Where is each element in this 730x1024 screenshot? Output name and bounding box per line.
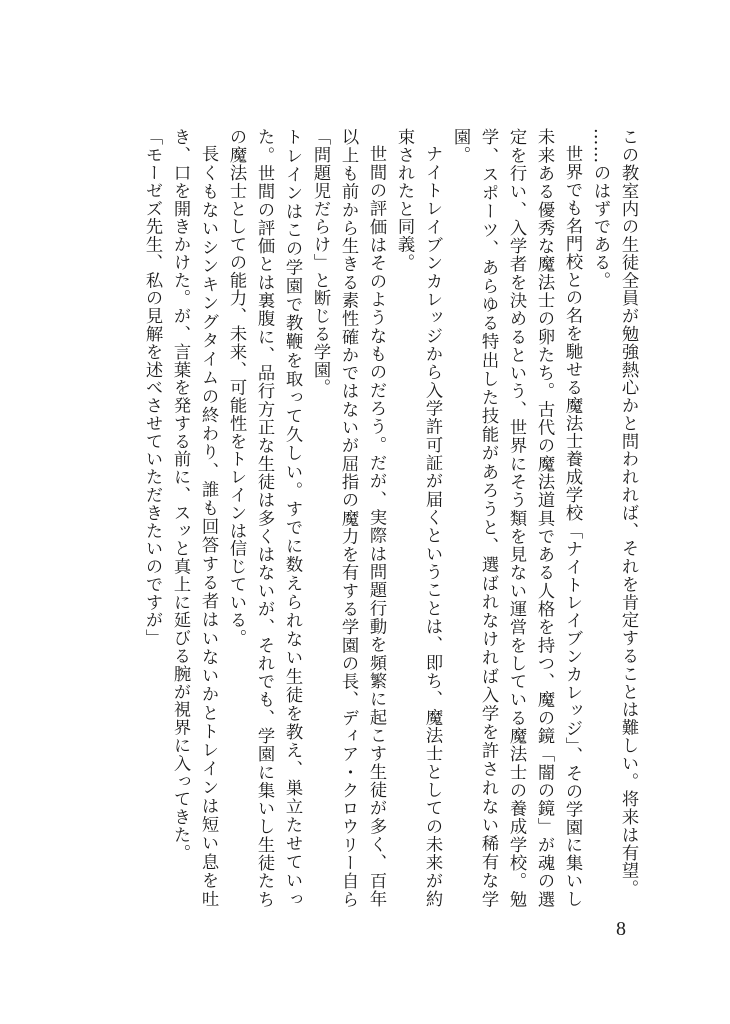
paragraph-6: トレインはこの学園で教鞭を取って久しい。すでに数えられない生徒を教え、巣立たせていった。世間の評価とは裏腹に、品行方正な生徒は多くはないが、それでも、学園に集いし生徒たちの魔法士としての能力、未来、可能性をトレインは信じている。 (226, 128, 302, 908)
vertical-text-body (142, 128, 642, 908)
paragraph-4: ナイトレイブンカレッジから入学許可証が届くということは、即ち、魔法士としての未来が約束されたと同義。 (394, 128, 442, 908)
paragraph-5: 世間の評価はそのようなものだろう。だが、実際は問題行動を頻繁に起こす生徒が多く、百年以上も前から生きる素性確かではないが屈指の魔力を有する学園の長、ディア・クロウリー自ら「問題児だらけ」と断じる学園。 (310, 128, 386, 908)
page-number: 8 (616, 918, 626, 940)
paragraph-2: ……のはずである。 (590, 128, 610, 289)
paragraph-7: 長くもないシンキングタイムの終わり、誰も回答する者はいないかとトレインは短い息を吐き、口を開きかけた。が、言葉を発する前に、スッと真上に延びる腕が視界に入ってきた。 (170, 128, 218, 908)
paragraph-1: この教室内の生徒全員が勉強熱心かと問われれば、それを肯定することは難しい。将来は有望。 (618, 128, 638, 898)
paragraph-8: 「モーゼズ先生、私の見解を述べさせていただきたいのですが」 (142, 128, 162, 647)
paragraph-3: 世界でも名門校との名を馳せる魔法士養成学校「ナイトレイブンカレッジ」、その学園に集いし未来ある優秀な魔法士の卵たち。古代の魔法道具である人格を持つ、魔の鏡「闇の鏡」が魂の選定を行い、入学者を決めるという、世界にそう類を見ない運営をしている魔法士の養成学校。勉学、スポーツ、あらゆる特出した技能があろうと、選ばれなければ入学を許されない稀有な学園。 (450, 128, 582, 908)
